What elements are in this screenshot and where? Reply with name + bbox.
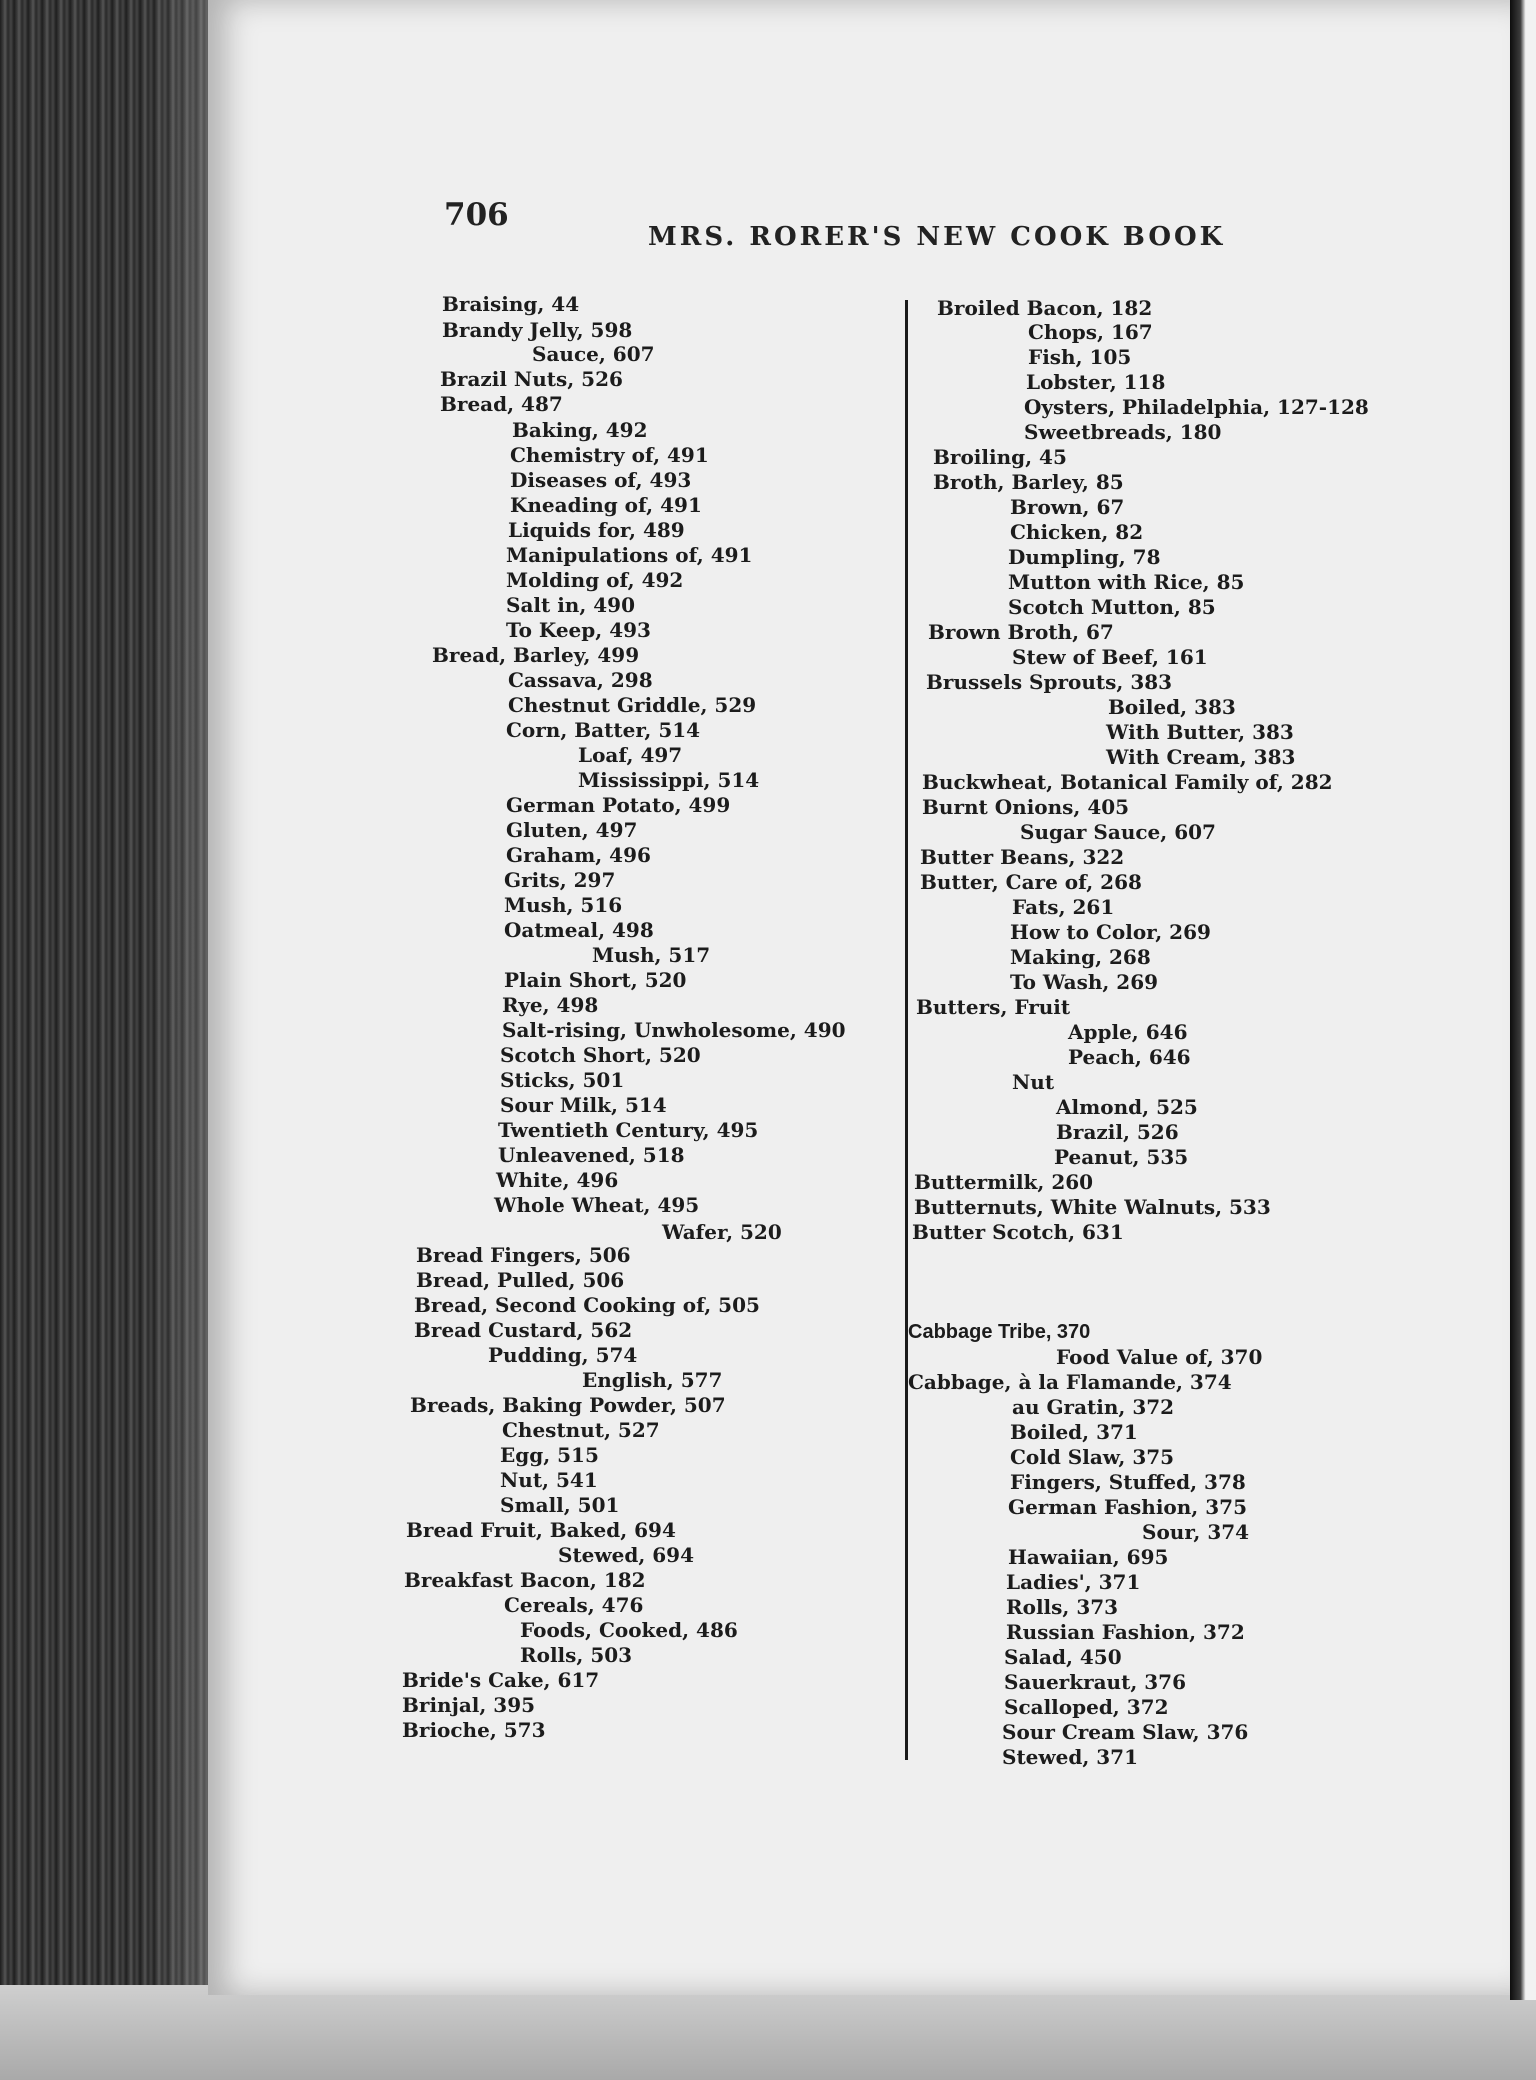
column-divider <box>905 300 908 1760</box>
page-right-edge <box>1510 0 1536 2000</box>
index-entry: Plain Short, 520 <box>504 968 687 992</box>
index-entry: Buckwheat, Botanical Family of, 282 <box>922 770 1333 794</box>
index-entry: Brussels Sprouts, 383 <box>926 670 1173 694</box>
index-entry: Mutton with Rice, 85 <box>1008 570 1245 594</box>
index-entry: Bread Fingers, 506 <box>416 1243 631 1267</box>
index-entry: Grits, 297 <box>504 868 616 892</box>
index-entry: Foods, Cooked, 486 <box>520 1618 738 1642</box>
index-entry: Food Value of, 370 <box>1056 1345 1263 1369</box>
index-entry: Manipulations of, 491 <box>506 543 753 567</box>
bottom-shadow <box>0 1985 1536 2080</box>
index-entry: Chemistry of, 491 <box>510 443 709 467</box>
index-entry: Graham, 496 <box>506 843 651 867</box>
index-entry: Making, 268 <box>1010 945 1151 969</box>
index-entry: Fingers, Stuffed, 378 <box>1010 1470 1246 1494</box>
index-entry: Bread Custard, 562 <box>414 1318 633 1342</box>
index-entry: Stewed, 371 <box>1002 1745 1139 1769</box>
index-entry: Cold Slaw, 375 <box>1010 1445 1175 1469</box>
index-entry: Chicken, 82 <box>1010 520 1144 544</box>
index-entry: Nut, 541 <box>500 1468 598 1492</box>
index-entry: Bread, Barley, 499 <box>432 643 640 667</box>
index-entry: Broiling, 45 <box>933 445 1067 469</box>
index-entry: Brioche, 573 <box>402 1718 546 1742</box>
index-entry: Brazil, 526 <box>1056 1120 1179 1144</box>
index-entry: Sour Cream Slaw, 376 <box>1002 1720 1249 1744</box>
index-entry: Baking, 492 <box>512 418 648 442</box>
index-entry: Stew of Beef, 161 <box>1012 645 1208 669</box>
index-entry: Twentieth Century, 495 <box>498 1118 759 1142</box>
index-entry: Brandy Jelly, 598 <box>442 318 633 342</box>
index-entry: Rye, 498 <box>502 993 599 1017</box>
index-entry: Broth, Barley, 85 <box>933 470 1124 494</box>
index-entry: Sugar Sauce, 607 <box>1020 820 1216 844</box>
index-entry: Oatmeal, 498 <box>504 918 654 942</box>
index-entry: Sour, 374 <box>1142 1520 1250 1544</box>
index-entry: Nut <box>1012 1070 1055 1094</box>
index-entry: With Butter, 383 <box>1106 720 1294 744</box>
index-entry: Salt in, 490 <box>506 593 636 617</box>
index-entry: Stewed, 694 <box>558 1543 695 1567</box>
index-entry: Apple, 646 <box>1068 1020 1188 1044</box>
index-entry: Fats, 261 <box>1012 895 1115 919</box>
index-entry: Ladies', 371 <box>1006 1570 1141 1594</box>
index-entry: Peanut, 535 <box>1054 1145 1189 1169</box>
index-entry: Wafer, 520 <box>662 1220 782 1244</box>
index-entry: Mush, 516 <box>504 893 623 917</box>
index-entry: au Gratin, 372 <box>1012 1395 1175 1419</box>
index-entry: White, 496 <box>496 1168 619 1192</box>
index-entry: Corn, Batter, 514 <box>506 718 701 742</box>
index-entry: Lobster, 118 <box>1026 370 1166 394</box>
index-entry: Chestnut, 527 <box>502 1418 660 1442</box>
index-entry: Peach, 646 <box>1068 1045 1191 1069</box>
index-entry: Bread, 487 <box>440 392 563 416</box>
index-entry: Brown Broth, 67 <box>928 620 1114 644</box>
index-entry: Breads, Baking Powder, 507 <box>410 1393 726 1417</box>
index-entry: Bread Fruit, Baked, 694 <box>406 1518 676 1542</box>
index-entry: Molding of, 492 <box>506 568 684 592</box>
index-entry: Egg, 515 <box>500 1443 599 1467</box>
index-entry: Whole Wheat, 495 <box>494 1193 700 1217</box>
index-entry: Butter Scotch, 631 <box>912 1220 1124 1244</box>
index-entry: German Fashion, 375 <box>1008 1495 1247 1519</box>
index-entry: Small, 501 <box>500 1493 620 1517</box>
index-entry: Sauerkraut, 376 <box>1004 1670 1187 1694</box>
index-entry: Salad, 450 <box>1004 1645 1122 1669</box>
index-entry: Brinjal, 395 <box>402 1693 536 1717</box>
index-entry: Boiled, 383 <box>1108 695 1236 719</box>
index-entry: Chops, 167 <box>1028 320 1153 344</box>
index-entry: Scotch Mutton, 85 <box>1008 595 1216 619</box>
index-entry: Sweetbreads, 180 <box>1024 420 1222 444</box>
index-entry: Butter Beans, 322 <box>920 845 1125 869</box>
index-entry: Hawaiian, 695 <box>1008 1545 1169 1569</box>
index-entry: Bread, Second Cooking of, 505 <box>414 1293 760 1317</box>
index-entry: Bride's Cake, 617 <box>402 1668 600 1692</box>
page-number: 706 <box>444 197 509 233</box>
index-entry: Braising, 44 <box>442 292 580 316</box>
index-entry: Scotch Short, 520 <box>500 1043 701 1067</box>
index-entry: Sticks, 501 <box>500 1068 625 1092</box>
index-entry: Rolls, 373 <box>1006 1595 1119 1619</box>
index-entry: Butter, Care of, 268 <box>920 870 1142 894</box>
index-entry: Kneading of, 491 <box>510 493 702 517</box>
index-entry: Gluten, 497 <box>506 818 638 842</box>
index-entry: Sauce, 607 <box>532 342 655 366</box>
index-entry: Scalloped, 372 <box>1004 1695 1169 1719</box>
index-entry: Fish, 105 <box>1028 345 1132 369</box>
index-entry: To Wash, 269 <box>1010 970 1159 994</box>
index-entry: Almond, 525 <box>1056 1095 1198 1119</box>
index-entry: Broiled Bacon, 182 <box>937 296 1153 320</box>
index-entry: Brown, 67 <box>1010 495 1125 519</box>
index-entry: Oysters, Philadelphia, 127-128 <box>1024 395 1369 419</box>
index-entry: Cabbage, à la Flamande, 374 <box>908 1370 1232 1394</box>
index-entry: Sour Milk, 514 <box>500 1093 667 1117</box>
running-title: MRS. RORER'S NEW COOK BOOK <box>648 222 1226 252</box>
index-entry: Liquids for, 489 <box>508 518 685 542</box>
index-entry: German Potato, 499 <box>506 793 731 817</box>
index-entry: To Keep, 493 <box>506 618 651 642</box>
index-entry: Salt-rising, Unwholesome, 490 <box>502 1018 846 1042</box>
index-entry: Dumpling, 78 <box>1008 545 1161 569</box>
index-entry: Loaf, 497 <box>578 743 683 767</box>
index-entry: Chestnut Griddle, 529 <box>508 693 757 717</box>
index-entry: How to Color, 269 <box>1010 920 1211 944</box>
index-entry: With Cream, 383 <box>1106 745 1296 769</box>
index-entry: Buttermilk, 260 <box>914 1170 1094 1194</box>
index-entry: Boiled, 371 <box>1010 1420 1138 1444</box>
index-entry: Rolls, 503 <box>520 1643 633 1667</box>
index-entry: Mush, 517 <box>592 943 711 967</box>
index-entry: Butters, Fruit <box>916 995 1071 1019</box>
index-entry: Bread, Pulled, 506 <box>416 1268 625 1292</box>
index-entry: Unleavened, 518 <box>498 1143 685 1167</box>
index-entry: Mississippi, 514 <box>578 768 760 792</box>
index-entry: Cassava, 298 <box>508 668 653 692</box>
index-entry: Burnt Onions, 405 <box>922 795 1130 819</box>
index-entry: English, 577 <box>582 1368 723 1392</box>
index-entry: Breakfast Bacon, 182 <box>404 1568 646 1592</box>
index-entry: Pudding, 574 <box>488 1343 638 1367</box>
index-entry: Butternuts, White Walnuts, 533 <box>914 1195 1271 1219</box>
index-entry: Diseases of, 493 <box>510 468 692 492</box>
index-entry: Cereals, 476 <box>504 1593 644 1617</box>
index-entry: Russian Fashion, 372 <box>1006 1620 1245 1644</box>
index-entry: Brazil Nuts, 526 <box>440 367 623 391</box>
index-entry: Cabbage Tribe, 370 <box>908 1321 1091 1343</box>
